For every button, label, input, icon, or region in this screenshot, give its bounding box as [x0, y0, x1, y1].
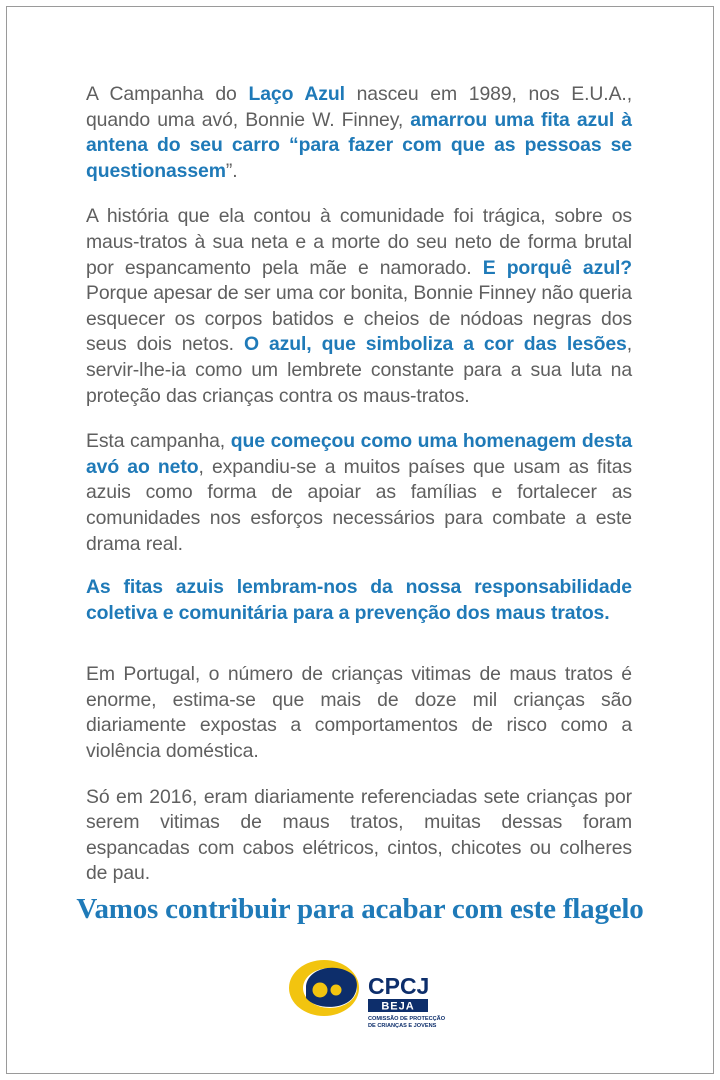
logo-subtitle-1: COMISSÃO DE PROTECÇÃO: [368, 1016, 446, 1022]
body-text-run: , servir-lhe-ia como um lembrete constante para a sua luta na proteção das crianças contra os maus-tratos.: [86, 333, 632, 407]
body-text-run: , expandiu-se a muitos países que usam as fitas azuis como forma de apoiar as famílias e fortalecer as comunidades nos esforços necessários para combate a este drama real.: [86, 455, 632, 555]
cpcj-logo: [286, 950, 446, 1055]
logo-subtitle-2: DE CRIANÇAS E JOVENS: [368, 1023, 437, 1029]
body-text-run: nasceu em 1989, nos E.U.A., quando uma avó, Bonnie W. Finney,: [86, 83, 632, 131]
logo-name: CPCJ: [368, 973, 430, 999]
slogan: Vamos contribuir para acabar com este flagelo: [76, 893, 644, 925]
body-text: [86, 82, 632, 887]
paragraph-portugal: Em Portugal, o número de crianças vitimas de maus tratos é enorme, estima-se que mais de doze mil crianças são diariamente expostas a comportamentos de risco como a violência doméstica.: [86, 663, 632, 763]
paragraph-history: [86, 82, 632, 184]
body-text-run: Esta campanha,: [86, 430, 231, 453]
highlight-text: O azul, que simboliza a cor das lesões: [243, 333, 627, 356]
logo-face-adult: [313, 983, 328, 998]
paragraph-highlight: As fitas azuis lembram-nos da nossa responsabilidade coletiva e comunitária para a prevenção dos maus tratos.: [86, 576, 632, 624]
highlight-text: E porquê azul?: [482, 256, 632, 279]
logo-face-child: [331, 985, 342, 996]
body-text-run: Porque apesar de ser uma cor bonita, Bonnie Finney não queria esquecer os corpos batidos e cheios de nódoas negras dos seus dois netos.: [86, 282, 632, 356]
paragraph-story: [86, 204, 632, 409]
body-text-run: ”.: [225, 159, 238, 182]
highlight-text: Laço Azul: [248, 83, 345, 105]
logo-city: BEJA: [381, 1000, 415, 1013]
highlight-text: que começou como uma homenagem desta avó ao neto: [86, 430, 633, 478]
body-text-run: A história que ela contou à comunidade foi trágica, sobre os maus-tratos à sua neta e a morte do seu neto de forma brutal por espancamento pela mãe e namorado.: [86, 205, 632, 279]
highlight-text: amarrou uma fita azul à antena do seu carro “para fazer com que as pessoas se questionassem: [86, 108, 632, 182]
paragraph-campaign: [86, 429, 632, 557]
paragraph-2016: Só em 2016, eram diariamente referenciadas sete crianças por serem vitimas de maus tratos, muitas dessas foram espancadas com cabos elétricos, cintos, chicotes ou colheres de pau.: [86, 785, 632, 885]
body-text-run: A Campanha do: [86, 83, 249, 105]
